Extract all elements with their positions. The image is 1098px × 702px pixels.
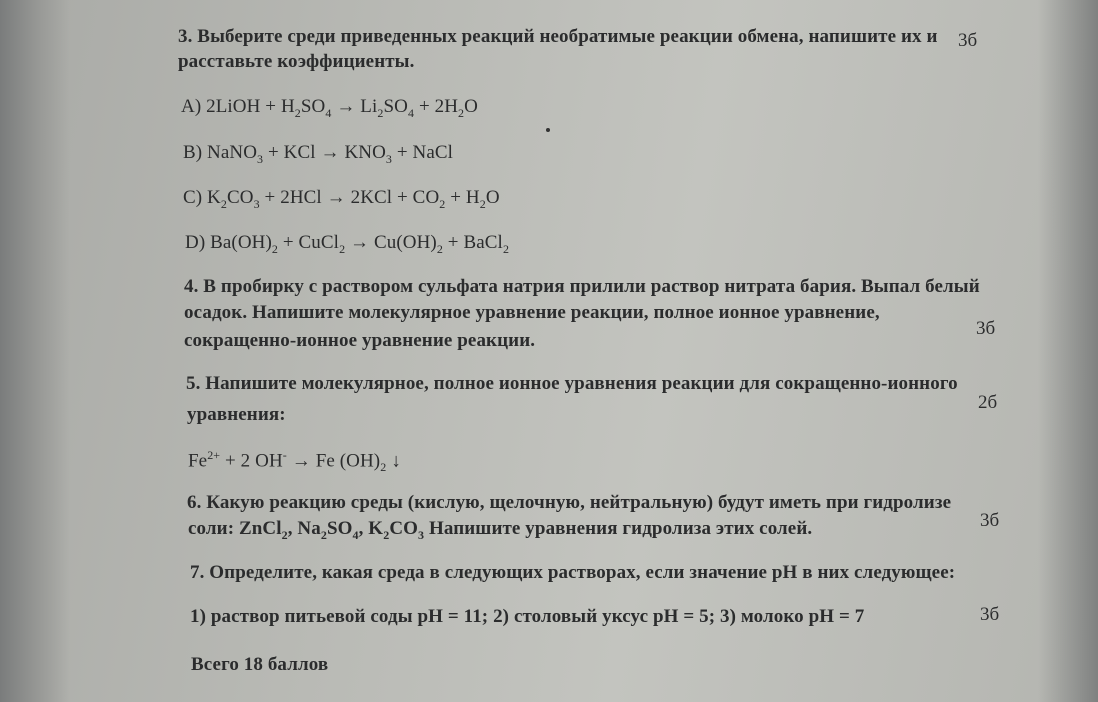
task3-option-b: B) NaNO$_3$ + KCl → $KNO_3$ + NaCl: [183, 142, 454, 166]
ink-dot: [546, 128, 550, 132]
task3-points: 3б: [958, 30, 978, 51]
page-shadow-left: [0, 0, 70, 702]
task6-question-line1: 6. Какую реакцию среды (кислую, щелочную, нейтральную) будут иметь при гидролизе: [187, 492, 952, 513]
task3-option-a: A) 2LiOH + $H_2SO_4 \to Li_2SO_4 + 2H_2O$: [181, 96, 478, 120]
total-score: Всего 18 баллов: [191, 654, 329, 675]
task4-question-line2: осадок. Напишите молекулярное уравнение реакции, полное ионное уравнение,: [184, 302, 880, 323]
task3-question-line1: 3. Выберите среди приведенных реакций необратимые реакции обмена, напишите их и: [178, 26, 938, 47]
task3-question-line2: расставьте коэффициенты.: [178, 51, 415, 72]
task7-question-line2: 1) раствор питьевой соды рН = 11; 2) столовый уксус рН = 5; 3) молоко рН = 7: [190, 606, 865, 627]
task4-points: 3б: [976, 318, 996, 339]
task7-question-line1: 7. Определите, какая среда в следующих растворах, если значение рН в них следующее:: [190, 562, 956, 583]
task3-option-c: C) $K_2CO_3 + 2HCl \to 2KCl + CO_2 + H_2O$: [183, 187, 500, 211]
task4-question-line3: сокращенно-ионное уравнение реакции.: [184, 330, 536, 351]
page-shadow-right: [1038, 0, 1098, 702]
task5-question-line2: уравнения:: [187, 404, 286, 425]
task5-ionic-equation: $Fe^{2+} + 2$ OH- → Fe $(OH)_2$ ↓: [188, 448, 401, 475]
task5-points: 2б: [978, 392, 998, 413]
task6-question-line2: соли: ZnCl$_2$, $Na_2SO_4$, $K_2CO_3$ Напишите уравнения гидролиза этих солей.: [188, 518, 813, 542]
task4-question-line1: 4. В пробирку с раствором сульфата натрия прилили раствор нитрата бария. Выпал белый: [184, 276, 980, 297]
task5-question-line1: 5. Напишите молекулярное, полное ионное уравнения реакции для сокращенно-ионного: [186, 373, 958, 394]
task3-option-d: D) $Ba(OH)_2$ + CuCl$_2$ → $Cu(OH)_2$ + BaCl$_2$: [185, 232, 510, 256]
task6-points: 3б: [980, 510, 1000, 531]
task7-points: 3б: [980, 604, 1000, 625]
